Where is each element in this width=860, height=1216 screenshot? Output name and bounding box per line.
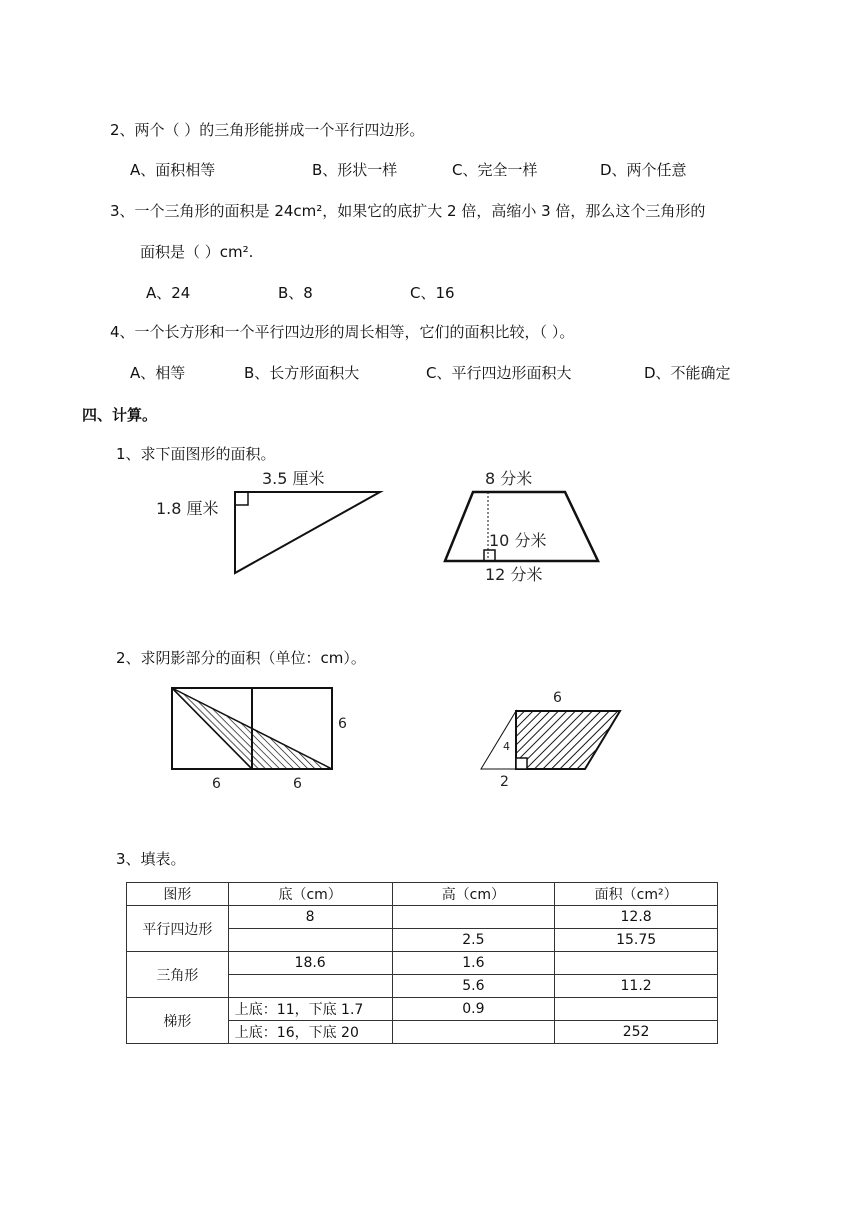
rectangle-shaded-figure	[160, 678, 360, 798]
q3-stem-line1: 3、一个三角形的面积是 24cm²，如果它的底扩大 2 倍，高缩小 3 倍，那么这个三角形的	[110, 202, 706, 220]
triangle-shape	[235, 492, 380, 573]
right-angle-mark	[516, 758, 527, 769]
q3-option-a: A、24	[146, 284, 191, 302]
trapezoid-bottom-label: 12 分米	[485, 565, 543, 584]
table-cell: 252	[555, 1021, 718, 1044]
table-row	[127, 998, 718, 1021]
table-cell: 8	[228, 906, 392, 929]
table-cell: 5.6	[392, 975, 555, 998]
table-cell: 上底：11，下底 1.7	[228, 998, 392, 1021]
table-cell: 11.2	[555, 975, 718, 998]
q2-option-d: D、两个任意	[600, 161, 687, 179]
section-item-2: 2、求阴影部分的面积（单位：cm）。	[116, 649, 366, 667]
rect-side-label: 6	[338, 716, 347, 732]
table-header: 面积（cm²）	[555, 883, 718, 906]
q2-option-a: A、面积相等	[130, 161, 216, 179]
right-triangle-figure	[150, 462, 400, 582]
rect-bottom-right-label: 6	[293, 776, 302, 792]
shaded-region	[516, 711, 620, 769]
parallelogram-height-label: 4	[503, 740, 510, 753]
left-triangle	[481, 711, 516, 769]
table-row	[127, 906, 718, 929]
right-angle-mark	[484, 550, 495, 561]
fill-in-table	[126, 882, 718, 1044]
q3-option-b: B、8	[278, 284, 313, 302]
section-item-3: 3、填表。	[116, 850, 186, 868]
trapezoid-top-label: 8 分米	[485, 469, 533, 488]
right-angle-mark	[235, 492, 248, 505]
table-header: 底（cm）	[228, 883, 392, 906]
q2-stem: 2、两个（ ）的三角形能拼成一个平行四边形。	[110, 121, 425, 139]
triangle-side-label: 1.8 厘米	[156, 499, 219, 518]
table-cell	[392, 906, 555, 929]
row-group-label: 三角形	[127, 952, 229, 998]
q3-option-c: C、16	[410, 284, 455, 302]
table-cell: 上底：16，下底 20	[228, 1021, 392, 1044]
table-cell: 18.6	[228, 952, 392, 975]
q4-option-c: C、平行四边形面积大	[426, 364, 572, 382]
q4-option-d: D、不能确定	[644, 364, 731, 382]
q4-stem: 4、一个长方形和一个平行四边形的周长相等，它们的面积比较，（ ）。	[110, 323, 575, 341]
parallelogram-bottom-label: 2	[500, 774, 509, 790]
table-header: 图形	[127, 883, 229, 906]
q4-option-b: B、长方形面积大	[244, 364, 360, 382]
table-cell: 0.9	[392, 998, 555, 1021]
table-cell: 15.75	[555, 929, 718, 952]
table-cell: 12.8	[555, 906, 718, 929]
table-cell	[228, 929, 392, 952]
table-cell	[555, 998, 718, 1021]
trapezoid-figure	[435, 462, 615, 587]
table-cell: 1.6	[392, 952, 555, 975]
triangle-top-label: 3.5 厘米	[262, 469, 325, 488]
table-row	[127, 952, 718, 975]
q4-option-a: A、相等	[130, 364, 186, 382]
parallelogram-top-label: 6	[553, 690, 562, 706]
parallelogram-figure	[470, 680, 640, 795]
trapezoid-height-label: 10 分米	[489, 531, 547, 550]
row-group-label: 梯形	[127, 998, 229, 1044]
rect-bottom-left-label: 6	[212, 776, 221, 792]
trapezoid-shape	[445, 492, 598, 561]
q2-option-c: C、完全一样	[452, 161, 538, 179]
q2-option-b: B、形状一样	[312, 161, 398, 179]
row-group-label: 平行四边形	[127, 906, 229, 952]
table-header: 高（cm）	[392, 883, 555, 906]
table-header-row	[127, 883, 718, 906]
table-cell: 2.5	[392, 929, 555, 952]
table-cell	[555, 952, 718, 975]
table-cell	[392, 1021, 555, 1044]
table-cell	[228, 975, 392, 998]
section-item-1: 1、求下面图形的面积。	[116, 445, 276, 463]
section-title: 四、计算。	[82, 406, 158, 424]
q3-stem-line2: 面积是（ ）cm².	[140, 243, 254, 261]
